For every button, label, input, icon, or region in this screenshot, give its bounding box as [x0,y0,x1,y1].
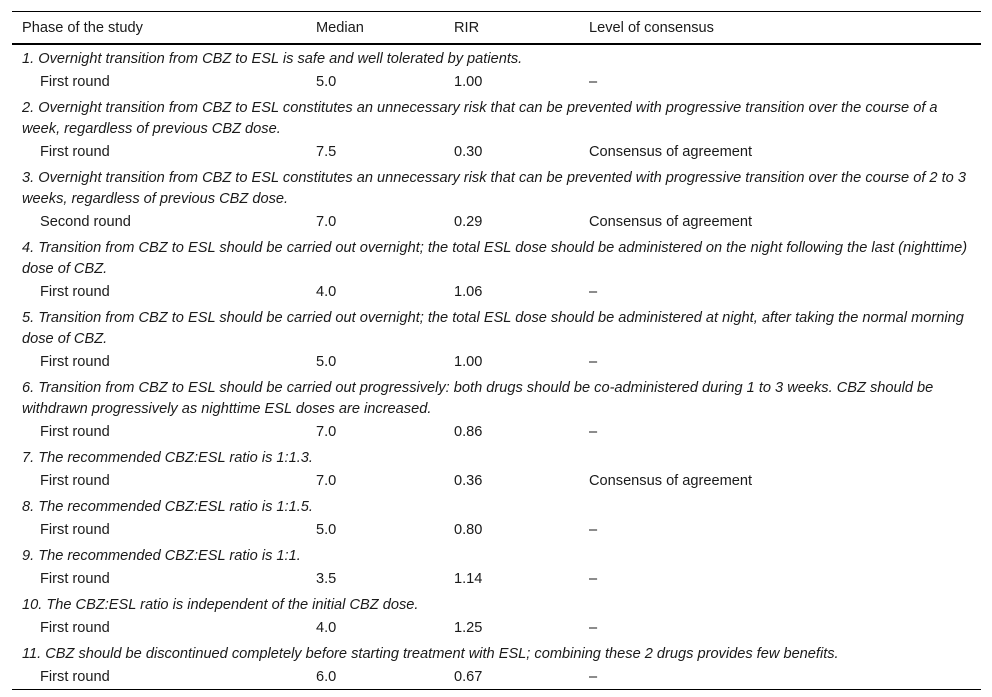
header-consensus: Level of consensus [589,19,714,36]
consensus-cell: Consensus of agreement [589,214,753,230]
consensus-table-container [12,11,981,690]
table-row [12,140,981,164]
statement-text: 10. The CBZ:ESL ratio is independent of the initial CBZ dose. [22,597,419,613]
rir-cell: 1.00 [454,354,483,370]
consensus-cell: – [589,571,598,587]
consensus-cell: – [589,424,598,440]
phase-cell: First round [40,74,110,90]
header-rir: RIR [454,19,480,36]
consensus-cell: – [589,354,598,370]
phase-cell: First round [40,284,110,300]
table-row [12,665,981,690]
statement-row [12,234,981,280]
median-cell: 3.5 [316,571,337,587]
consensus-cell: Consensus of agreement [589,473,753,489]
statement-row [12,493,981,518]
header-phase: Phase of the study [22,19,143,36]
rir-cell: 1.00 [454,74,483,90]
statement-row [12,444,981,469]
statement-text: 9. The recommended CBZ:ESL ratio is 1:1. [22,548,301,564]
statement-row [12,591,981,616]
median-cell: 7.0 [316,424,337,440]
table-row [12,350,981,374]
statement-text: 4. Transition from CBZ to ESL should be carried out overnight; the total ESL dose should be administered on the night following the last (nighttime) dose of CBZ. [22,240,968,277]
statement-row [12,44,981,70]
rir-cell: 0.67 [454,669,483,685]
rir-cell: 0.29 [454,214,483,230]
rir-cell: 1.06 [454,284,483,300]
phase-cell: First round [40,522,110,538]
phase-cell: First round [40,424,110,440]
table-row [12,518,981,542]
consensus-cell: Consensus of agreement [589,144,753,160]
consensus-cell: – [589,74,598,90]
median-cell: 7.0 [316,473,337,489]
statement-row [12,94,981,140]
statement-row [12,640,981,665]
table-row [12,420,981,444]
median-cell: 5.0 [316,74,337,90]
table-row [12,70,981,94]
table-body [12,44,981,690]
median-cell: 6.0 [316,669,337,685]
median-cell: 4.0 [316,284,337,300]
statement-text: 8. The recommended CBZ:ESL ratio is 1:1.5. [22,499,313,515]
table-header [12,12,981,45]
median-cell: 7.0 [316,214,337,230]
statement-row [12,374,981,420]
rir-cell: 0.36 [454,473,483,489]
phase-cell: Second round [40,214,131,230]
median-cell: 7.5 [316,144,337,160]
statement-text: 6. Transition from CBZ to ESL should be carried out progressively: both drugs should be co-administered during 1 to 3 weeks. CBZ should be withdrawn progressively as nighttime ESL doses are increased. [22,380,934,417]
statement-row [12,542,981,567]
table-row [12,210,981,234]
phase-cell: First round [40,473,110,489]
consensus-cell: – [589,669,598,685]
statement-text: 7. The recommended CBZ:ESL ratio is 1:1.3. [22,450,313,466]
header-row [12,12,981,45]
table-row [12,469,981,493]
header-median: Median [316,19,364,36]
consensus-cell: – [589,620,598,636]
table-row [12,280,981,304]
phase-cell: First round [40,620,110,636]
phase-cell: First round [40,144,110,160]
statement-row [12,304,981,350]
statement-text: 2. Overnight transition from CBZ to ESL constitutes an unnecessary risk that can be prevented with progressive transition over the course of a week, regardless of previous CBZ dose. [22,100,938,137]
statement-text: 11. CBZ should be discontinued completely before starting treatment with ESL; combining these 2 drugs provides few benefits. [22,646,839,662]
phase-cell: First round [40,669,110,685]
consensus-table [12,11,981,690]
rir-cell: 1.25 [454,620,483,636]
rir-cell: 0.86 [454,424,483,440]
rir-cell: 0.30 [454,144,483,160]
consensus-cell: – [589,522,598,538]
consensus-cell: – [589,284,598,300]
rir-cell: 0.80 [454,522,483,538]
statement-text: 1. Overnight transition from CBZ to ESL is safe and well tolerated by patients. [22,51,523,67]
statement-text: 3. Overnight transition from CBZ to ESL constitutes an unnecessary risk that can be prevented with progressive transition over the course of 2 to 3 weeks, regardless of previous CBZ dose. [22,170,966,207]
median-cell: 4.0 [316,620,337,636]
phase-cell: First round [40,571,110,587]
rir-cell: 1.14 [454,571,483,587]
median-cell: 5.0 [316,354,337,370]
statement-text: 5. Transition from CBZ to ESL should be carried out overnight; the total ESL dose should be administered at night, after taking the normal morning dose of CBZ. [22,310,964,347]
statement-row [12,164,981,210]
table-row [12,616,981,640]
table-row [12,567,981,591]
phase-cell: First round [40,354,110,370]
median-cell: 5.0 [316,522,337,538]
